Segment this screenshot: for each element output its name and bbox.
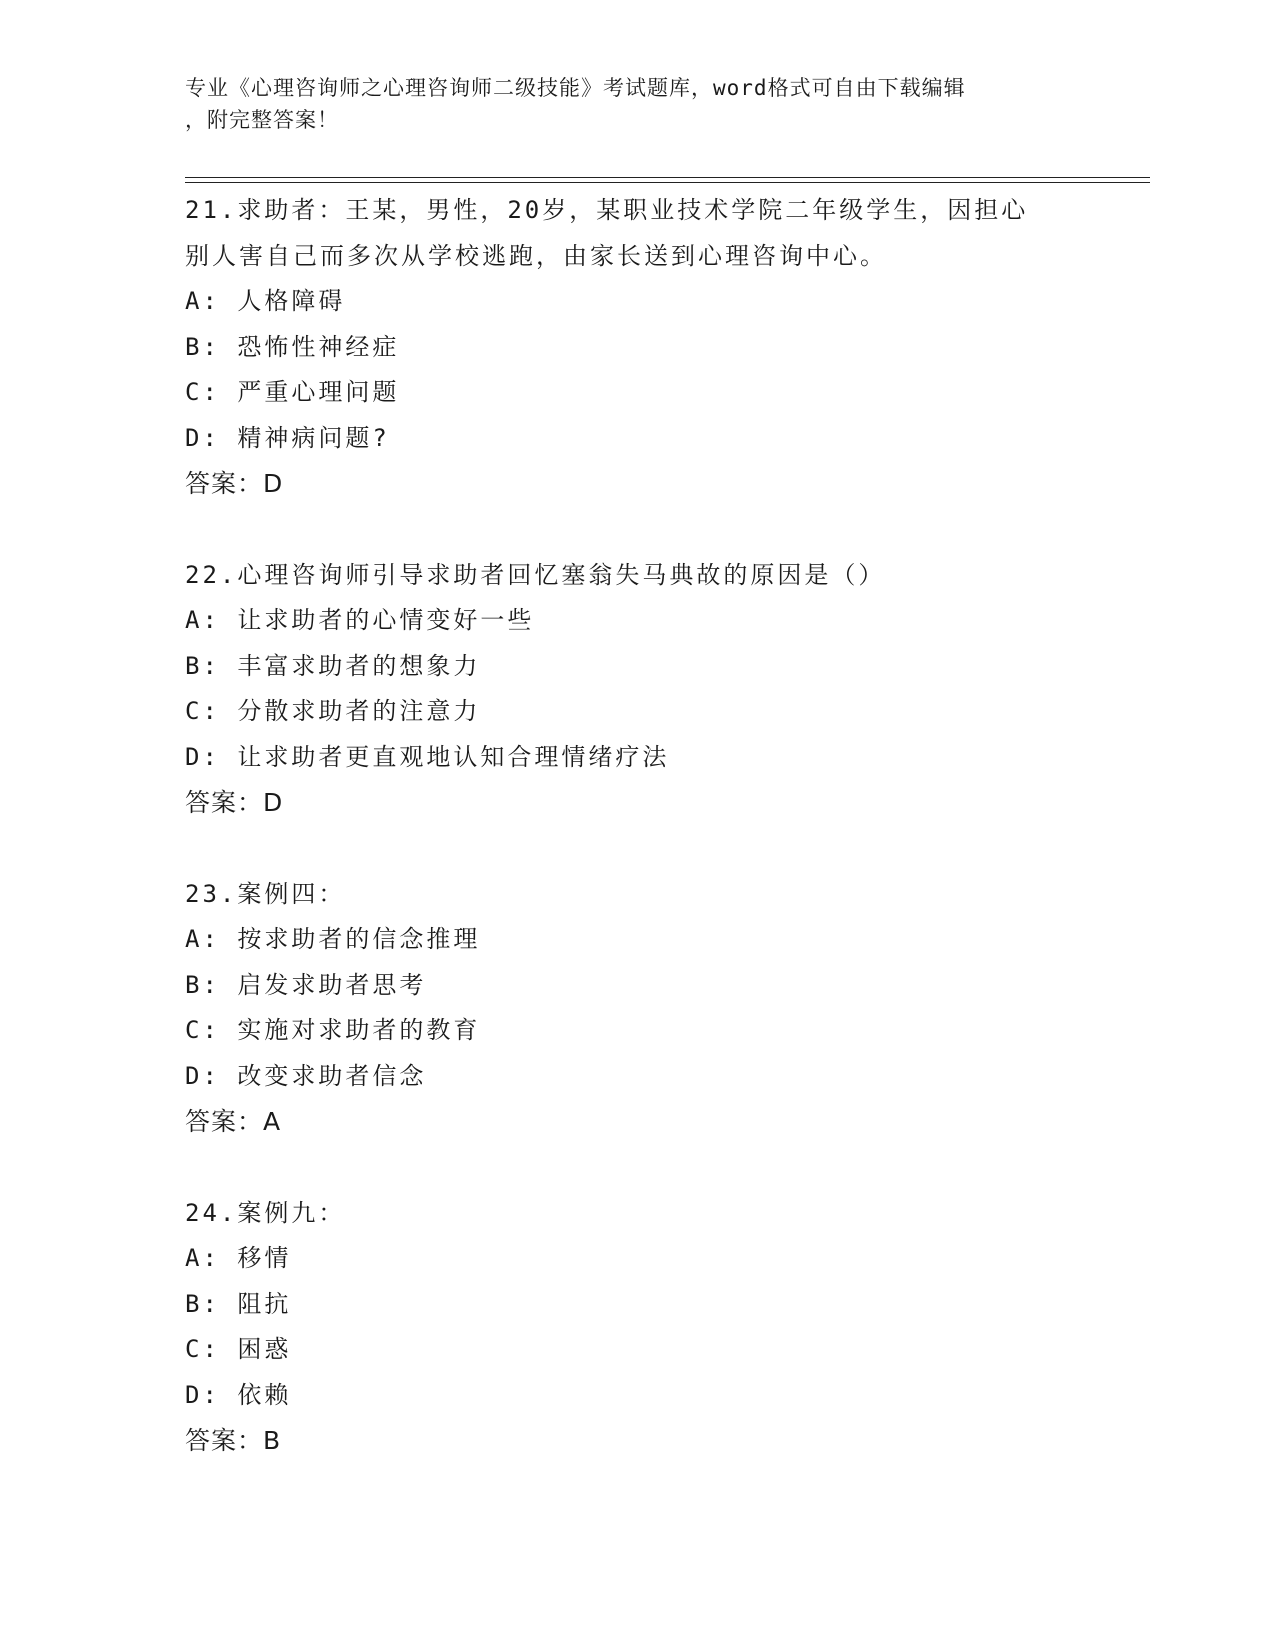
- option-c: C: 实施对求助者的教育: [185, 1016, 481, 1044]
- option-d: D: 让求助者更直观地认知合理情绪疗法: [185, 742, 670, 771]
- option-c: C: 分散求助者的注意力: [185, 697, 481, 725]
- option-d: D: 改变求助者信念: [185, 1061, 427, 1090]
- option-c: C: 困惑: [185, 1335, 292, 1363]
- option-a: A: 按求助者的信念推理: [185, 925, 481, 953]
- stem-line: 别人害自己而多次从学校逃跑，由家长送到心理咨询中心。: [185, 241, 887, 270]
- answer: [185, 461, 1085, 507]
- question-stem: [185, 1191, 1085, 1237]
- option-b: B: 丰富求助者的想象力: [185, 651, 481, 680]
- answer: [185, 1099, 1085, 1145]
- header-line-1: 专业《心理咨询师之心理咨询师二级技能》考试题库，word格式可自由下载编辑: [185, 76, 966, 100]
- answer-value: A: [263, 1107, 282, 1136]
- answer: [185, 780, 1085, 826]
- answer-label: 答案：: [185, 1107, 264, 1136]
- option-b: B: 启发求助者思考: [185, 970, 427, 999]
- option-d: D: 依赖: [185, 1380, 292, 1409]
- option-a: A: 移情: [185, 1244, 292, 1272]
- stem-line: 22.心理咨询师引导求助者回忆塞翁失马典故的原因是（）: [185, 560, 886, 589]
- question-22: [185, 553, 1085, 826]
- document-header: [185, 72, 1085, 136]
- answer-value: D: [263, 469, 284, 498]
- option-d: D: 精神病问题?: [185, 423, 390, 452]
- option-a: A: 人格障碍: [185, 287, 346, 315]
- header-rule-top: [185, 177, 1150, 178]
- answer-label: 答案：: [185, 469, 264, 498]
- stem-line: 24.案例九：: [185, 1198, 346, 1227]
- option-c: C: 严重心理问题: [185, 378, 400, 406]
- answer-value: D: [263, 788, 284, 817]
- question-21: [185, 188, 1085, 507]
- question-list: [185, 188, 1085, 1510]
- answer-label: 答案：: [185, 1426, 264, 1455]
- answer-value: B: [263, 1426, 282, 1455]
- option-a: A: 让求助者的心情变好一些: [185, 606, 535, 634]
- question-stem: [185, 872, 1085, 918]
- question-stem: [185, 553, 1085, 599]
- question-stem: [185, 188, 1085, 279]
- header-rule-bottom: [185, 182, 1150, 183]
- header-line-2: ，附完整答案！: [185, 108, 339, 132]
- answer-label: 答案：: [185, 788, 264, 817]
- answer: [185, 1418, 1085, 1464]
- option-b: B: 恐怖性神经症: [185, 332, 400, 361]
- stem-line: 23.案例四：: [185, 879, 346, 908]
- question-24: [185, 1191, 1085, 1464]
- stem-line: 21.求助者：王某，男性，20岁，某职业技术学院二年级学生，因担心: [185, 196, 1029, 224]
- option-b: B: 阻抗: [185, 1289, 292, 1318]
- question-23: [185, 872, 1085, 1145]
